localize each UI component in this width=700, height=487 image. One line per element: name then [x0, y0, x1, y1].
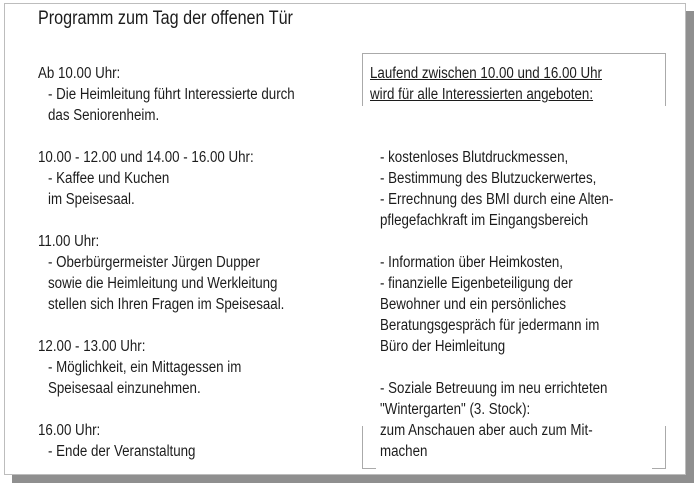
box-frame-top: [362, 53, 665, 54]
time-label: Ab 10.00 Uhr:: [38, 65, 121, 82]
service-line: machen: [380, 443, 428, 460]
time-label: 10.00 - 12.00 und 14.00 - 16.00 Uhr:: [38, 149, 254, 166]
program-line: stellen sich Ihren Fragen im Speisesaal.: [48, 296, 285, 313]
box-header-line: wird für alle Interessierten angeboten:: [370, 86, 594, 103]
service-line: - kostenloses Blutdruckmessen,: [380, 149, 569, 166]
program-line: sowie die Heimleitung und Werkleitung: [48, 275, 278, 292]
page-title: Programm zum Tag der offenen Tür: [38, 8, 293, 29]
box-frame-bottom-right: [652, 468, 666, 469]
program-line: - Oberbürgermeister Jürgen Dupper: [48, 254, 260, 271]
program-line: - Kaffee und Kuchen: [48, 170, 170, 187]
box-frame-bottom-left: [362, 468, 376, 469]
time-label: 16.00 Uhr:: [38, 422, 101, 439]
program-line: - Ende der Veranstaltung: [48, 443, 196, 460]
time-label: 11.00 Uhr:: [38, 233, 100, 250]
service-line: - finanzielle Eigenbeteiligung der: [380, 275, 573, 292]
program-line: - Möglichkeit, ein Mittagessen im: [48, 359, 242, 376]
service-line: - Soziale Betreuung im neu errichteten: [380, 380, 608, 397]
box-header-line: Laufend zwischen 10.00 und 16.00 Uhr: [370, 65, 602, 82]
program-line: - Die Heimleitung führt Interessierte durch: [48, 86, 295, 103]
service-line: - Errechnung des BMI durch eine Alten-: [380, 191, 614, 208]
program-line: Speisesaal einzunehmen.: [48, 380, 201, 397]
service-line: Bewohner und ein persönliches: [380, 296, 567, 313]
service-line: pflegefachkraft im Eingangsbereich: [380, 212, 589, 229]
time-label: 12.00 - 13.00 Uhr:: [38, 338, 146, 355]
program-line: im Speisesaal.: [48, 191, 135, 208]
service-line: - Information über Heimkosten,: [380, 254, 564, 271]
service-line: Büro der Heimleitung: [380, 338, 506, 355]
program-line: das Seniorenheim.: [48, 107, 160, 124]
service-line: Beratungsgespräch für jedermann im: [380, 317, 600, 334]
service-line: zum Anschauen aber auch zum Mit-: [380, 422, 593, 439]
service-line: - Bestimmung des Blutzuckerwertes,: [380, 170, 597, 187]
service-line: "Wintergarten" (3. Stock):: [380, 401, 531, 418]
